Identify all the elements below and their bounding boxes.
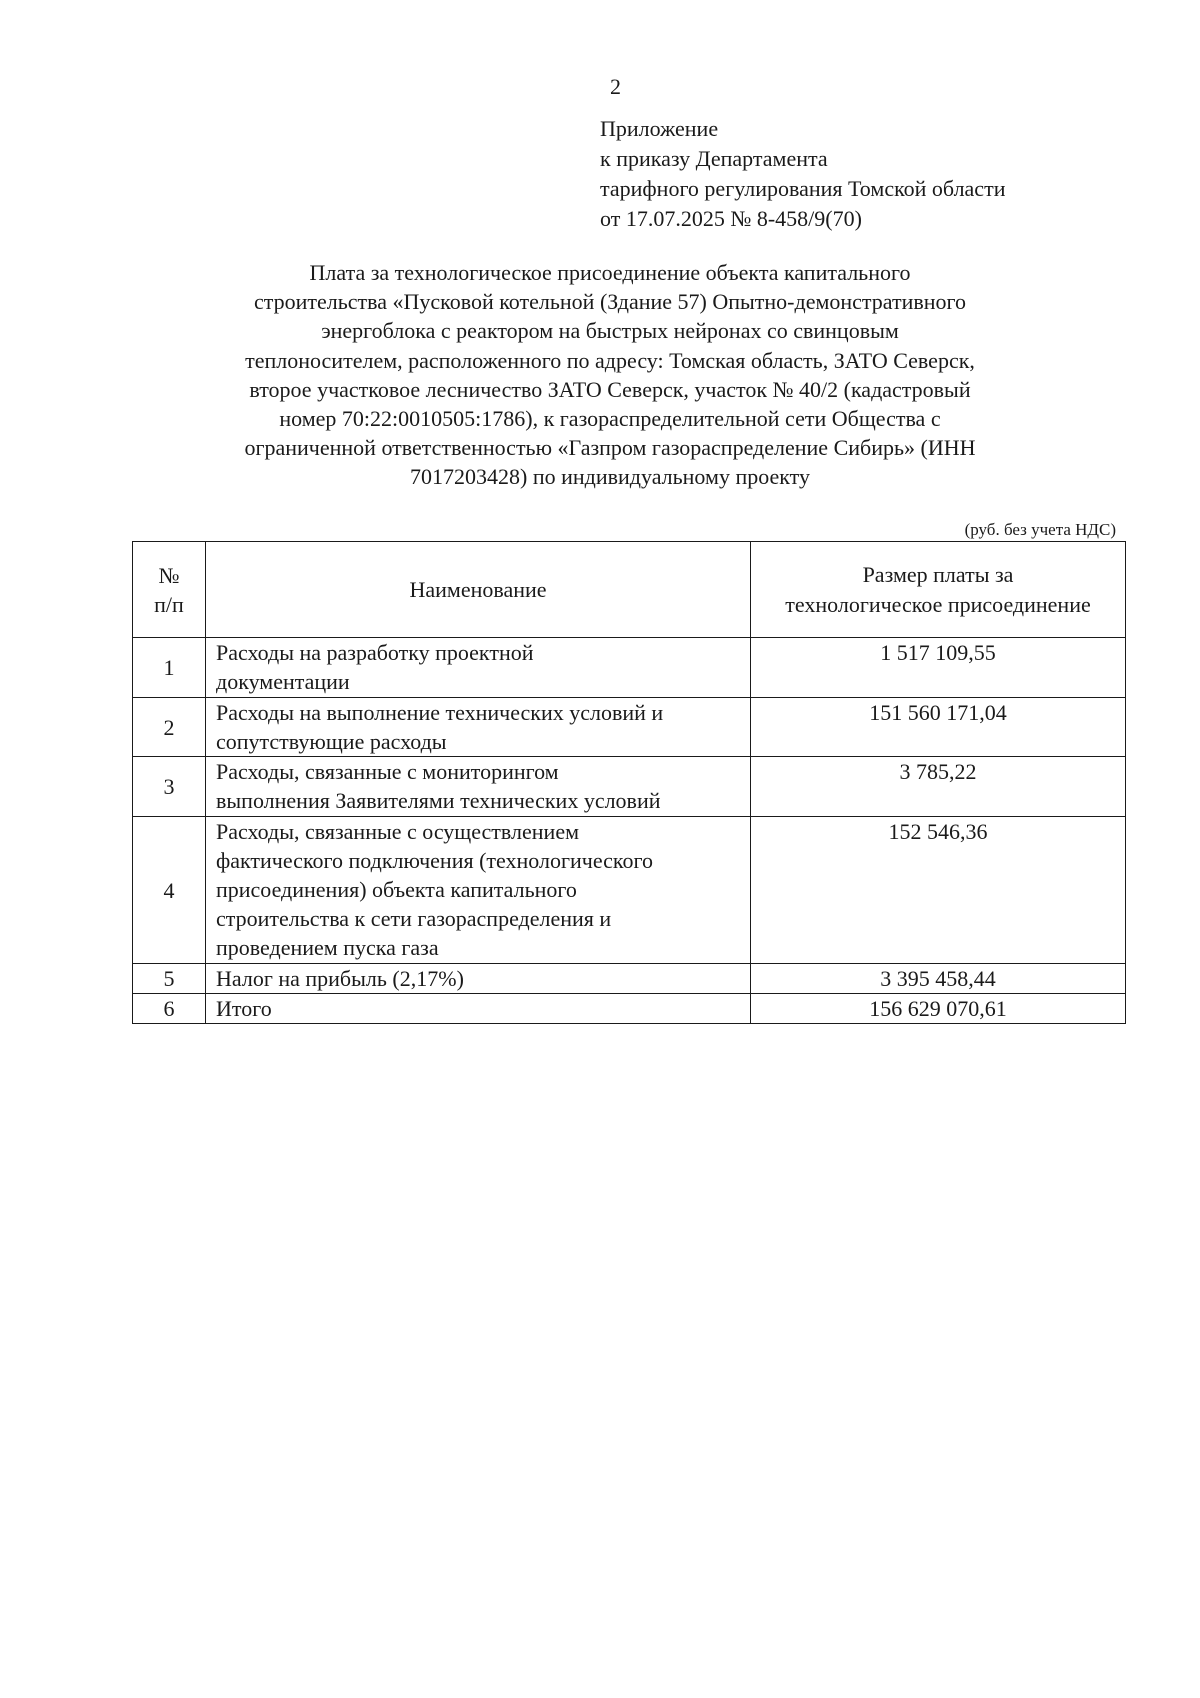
row-name-line: Расходы, связанные с осуществлением <box>216 819 579 844</box>
row-number: 2 <box>133 698 206 757</box>
header-name: Наименование <box>206 542 751 638</box>
row-name-line: присоединения) объекта капитального <box>216 877 577 902</box>
row-name-line: Расходы на выполнение технических условий и <box>216 700 664 725</box>
title-line: второе участковое лесничество ЗАТО Северск, участок № 40/2 (кадастровый <box>249 376 971 402</box>
appendix-line: к приказу Департамента <box>600 146 828 171</box>
row-name-line: проведением пуска газа <box>216 935 439 960</box>
table-header-row <box>133 542 1126 638</box>
row-name <box>206 964 751 994</box>
header-amount-line: технологическое присоединение <box>785 591 1091 617</box>
title-line: 7017203428) по индивидуальному проекту <box>410 464 810 490</box>
row-name-line: Итого <box>216 996 272 1021</box>
table-row <box>133 638 1126 698</box>
row-amount: 156 629 070,61 <box>751 994 1126 1024</box>
row-amount: 152 546,36 <box>751 817 1126 964</box>
table-row <box>133 994 1126 1024</box>
table-row <box>133 817 1126 964</box>
appendix-line: от 17.07.2025 № 8-458/9(70) <box>600 206 862 231</box>
appendix-line: Приложение <box>600 116 719 141</box>
row-name <box>206 698 751 757</box>
row-amount: 1 517 109,55 <box>751 638 1126 698</box>
row-name-line: Расходы, связанные с мониторингом <box>216 759 559 784</box>
header-number-line: п/п <box>154 591 184 617</box>
document-title <box>170 258 1050 492</box>
row-amount: 3 785,22 <box>751 757 1126 817</box>
row-name <box>206 994 751 1024</box>
table-row <box>133 964 1126 994</box>
row-number: 1 <box>133 638 206 698</box>
header-amount <box>751 542 1126 638</box>
appendix-line: тарифного регулирования Томской области <box>600 176 1006 201</box>
title-line: номер 70:22:0010505:1786), к газораспределительной сети Общества с <box>279 406 941 432</box>
row-amount: 151 560 171,04 <box>751 698 1126 757</box>
row-name-line: строительства к сети газораспределения и <box>216 906 612 931</box>
page-number: 2 <box>610 74 621 99</box>
row-name-line: Расходы на разработку проектной <box>216 640 534 665</box>
header-amount-line: Размер платы за <box>862 561 1014 587</box>
row-amount: 3 395 458,44 <box>751 964 1126 994</box>
title-line: Плата за технологическое присоединение объекта капитального <box>309 260 911 285</box>
row-name <box>206 757 751 817</box>
table-row <box>133 757 1126 817</box>
title-line: энергоблока с реактором на быстрых нейронах со свинцовым <box>321 318 899 344</box>
row-number: 3 <box>133 757 206 817</box>
title-line: ограниченной ответственностью «Газпром газораспределение Сибирь» (ИНН <box>244 435 976 461</box>
units-note: (руб. без учета НДС) <box>964 520 1116 539</box>
row-name-line: выполнения Заявителями технических условий <box>216 788 661 813</box>
row-number: 6 <box>133 994 206 1024</box>
table-row <box>133 698 1126 757</box>
row-number: 5 <box>133 964 206 994</box>
fee-table <box>132 541 1126 1024</box>
title-line: строительства «Пусковой котельной (Здание 57) Опытно-демонстративного <box>253 289 967 315</box>
row-name-line: документации <box>216 669 350 694</box>
title-line: теплоносителем, расположенного по адресу: Томская область, ЗАТО Северск, <box>245 347 975 373</box>
appendix-block <box>600 114 1005 234</box>
row-name-line: фактического подключения (технологического <box>216 848 653 873</box>
row-number: 4 <box>133 817 206 964</box>
row-name-line: Налог на прибыль (2,17%) <box>216 966 464 991</box>
row-name <box>206 817 751 964</box>
row-name <box>206 638 751 698</box>
table-body <box>133 638 1126 1024</box>
header-number-line: № <box>158 562 180 588</box>
row-name-line: сопутствующие расходы <box>216 729 447 754</box>
header-number <box>133 542 206 638</box>
